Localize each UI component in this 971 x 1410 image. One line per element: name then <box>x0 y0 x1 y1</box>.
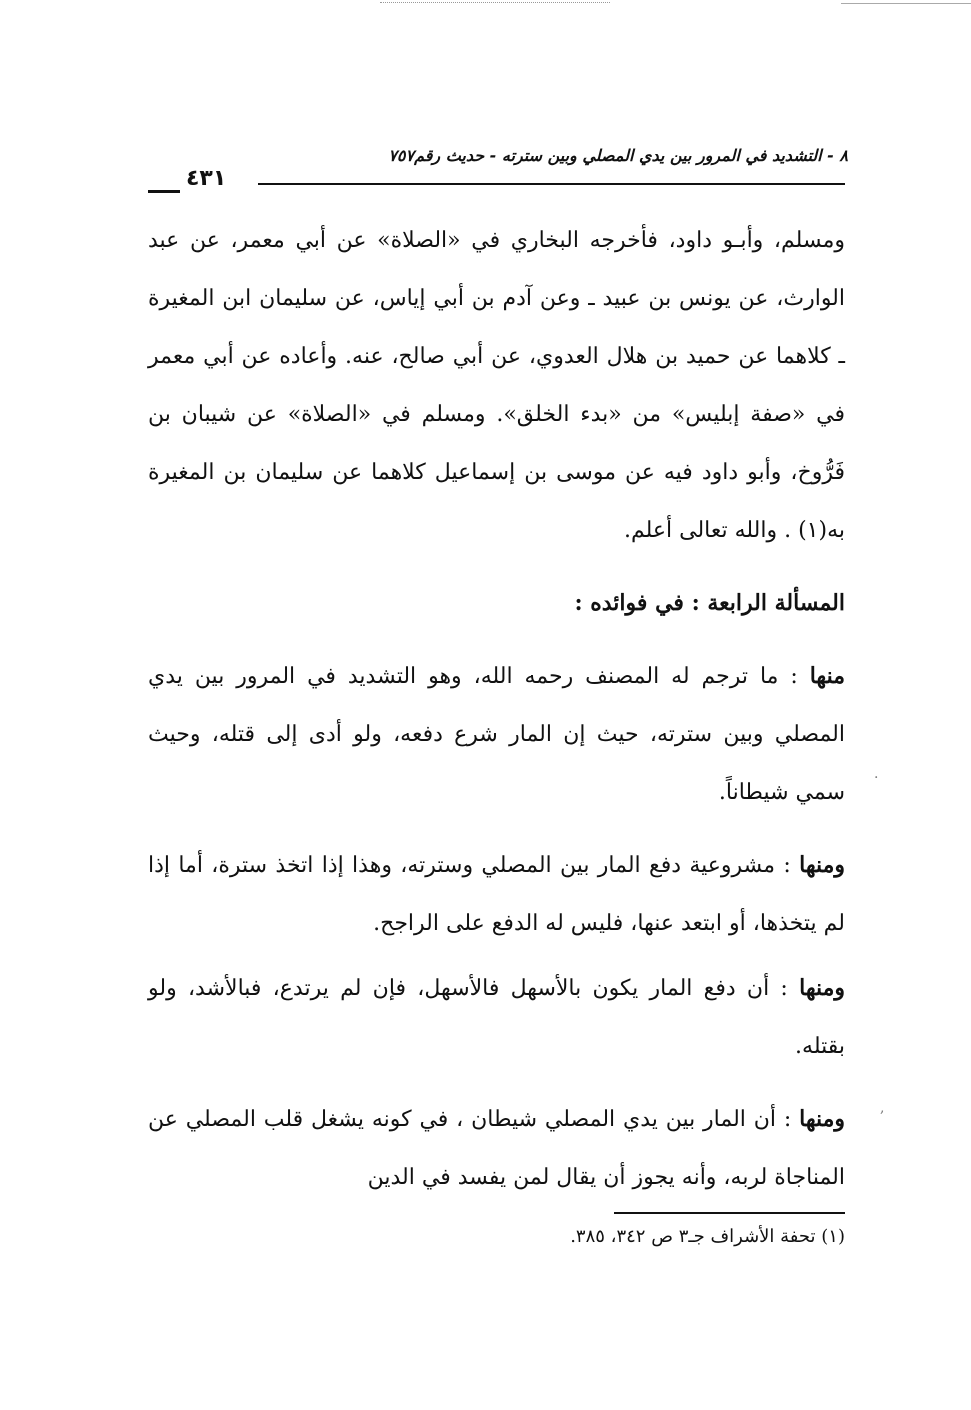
paragraph-lead: منها <box>809 663 845 689</box>
scan-edge-marks <box>380 2 610 7</box>
running-header <box>148 140 848 191</box>
footnote-rule <box>614 1212 845 1214</box>
scan-speck: · <box>874 770 879 786</box>
section-heading-text: : في فوائده : <box>574 590 708 616</box>
scan-speck: , <box>880 1100 885 1116</box>
page-number-dash <box>148 190 180 193</box>
paragraph-4 <box>148 959 845 1076</box>
paragraph-lead: ومنها <box>799 1106 845 1132</box>
footnote: (١) تحفة الأشراف جـ٣ ص ٣٤٢، ٣٨٥. <box>570 1226 845 1247</box>
section-heading <box>148 574 845 633</box>
scan-edge-line <box>841 3 971 4</box>
body-text <box>148 212 845 1207</box>
page-number: ٤٣١ <box>186 166 227 191</box>
paragraph-text: : أن دفع المار يكون بالأسهل فالأسهل، فإن لم يرتدع، فبالأشد، ولو بقتله. <box>148 976 845 1059</box>
paragraph-2 <box>148 647 845 822</box>
header-title: ٨ - التشديد في المرور بين يدي المصلي وبين سترته - حديث رقم٧٥٧ <box>388 146 848 165</box>
paragraph-text: : ما ترجم له المصنف رحمه الله، وهو التشديد في المرور بين يدي المصلي وبين سترته، حيث إن المار شرع دفعه، ولو أدى إلى قتله، وحيث سمي شيطاناً. <box>148 664 845 805</box>
paragraph-1 <box>148 212 845 560</box>
paragraph-3 <box>148 836 845 953</box>
paragraph-text: : أن المار بين يدي المصلي شيطان ، في كونه يشغل قلب المصلي عن المناجاة لربه، وأنه يجوز أن يقال لمن يفسد في الدين <box>148 1107 845 1190</box>
header-rule <box>258 183 845 185</box>
paragraph-lead: ومنها <box>799 975 845 1001</box>
paragraph-text: : مشروعية دفع المار بين المصلي وسترته، وهذا إذا اتخذ سترة، أما إذا لم يتخذها، أو ابتعد عنها، فليس له الدفع على الراجح. <box>148 853 845 936</box>
paragraph-lead: ومنها <box>799 852 845 878</box>
section-heading-lead: المسألة الرابعة <box>707 590 845 616</box>
paragraph-5 <box>148 1090 845 1207</box>
paragraph-text: ومسلم، وأبـو داود، فأخرجه البخاري في «الصلاة» عن أبي معمر، عن عبد الوارث، عن يونس بن عبيد ـ وعن آدم بن أبي إياس، عن سليمان ابن المغيرة ـ كلاهما عن حميد بن هلال العدوي، عن أبي صالح، عنه. وأعاده عن أبي معمر في «صفة إبليس» من «بدء الخلق». ومسلم في «الصلاة» عن شيبان بن فَرُّوخ، وأبو داود فيه عن موسى بن إسماعيل كلاهما عن سليمان بن المغيرة به(١) . والله تعالى أعلم. <box>148 228 845 543</box>
